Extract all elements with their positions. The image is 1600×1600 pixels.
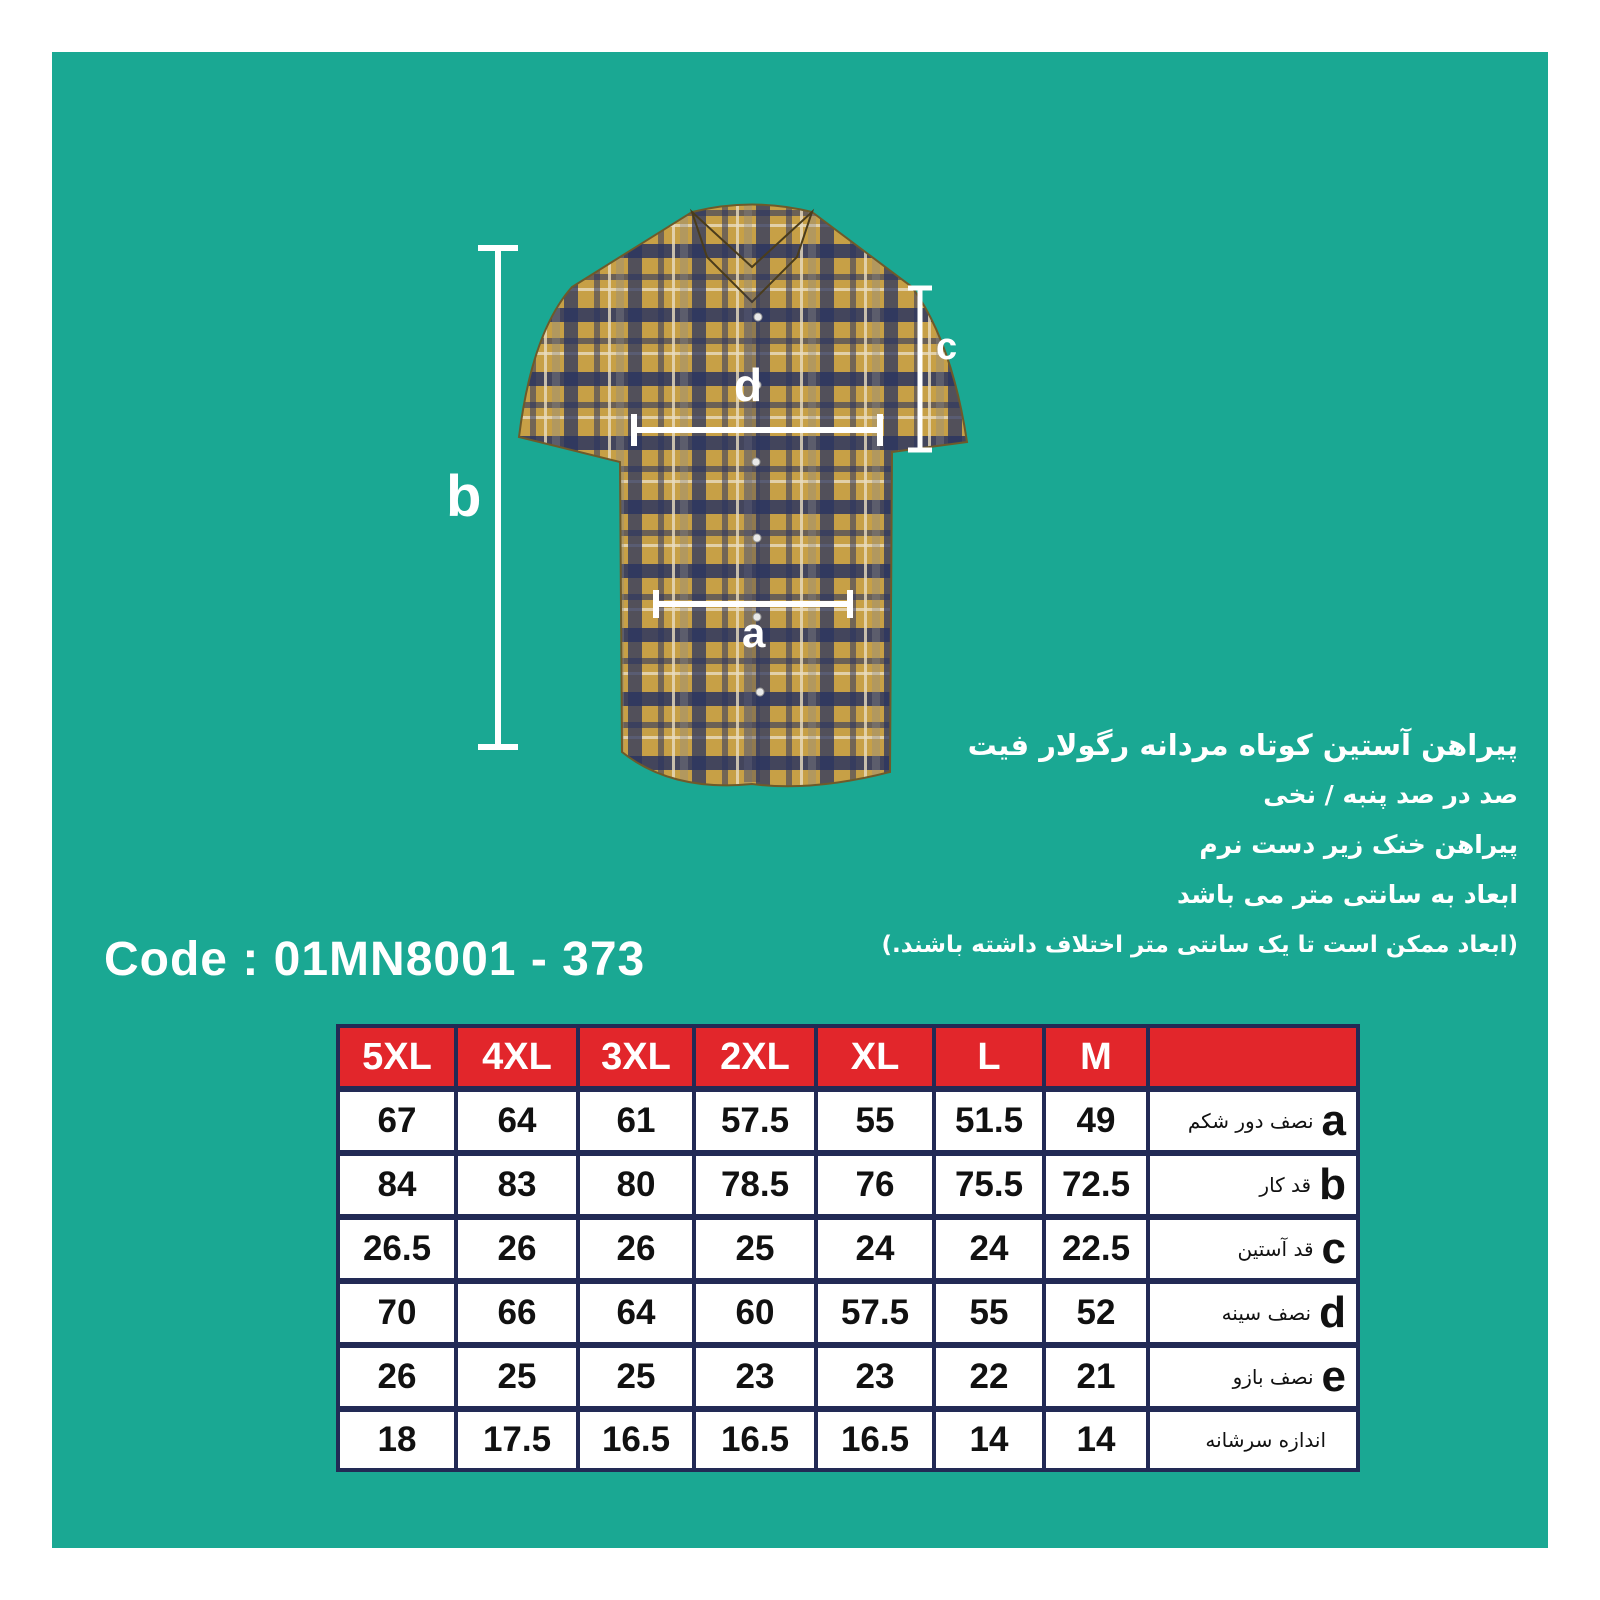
- table-cell: 26: [340, 1348, 454, 1406]
- product-units-note: ابعاد به سانتی متر می باشد: [1176, 880, 1518, 909]
- table-cell: 64: [580, 1284, 692, 1342]
- table-cell: 57.5: [818, 1284, 932, 1342]
- table-cell: 17.5: [458, 1412, 576, 1468]
- measurement-name: نصف سینه: [1221, 1301, 1312, 1325]
- table-cell: 23: [696, 1348, 814, 1406]
- table-cell: 22: [936, 1348, 1042, 1406]
- table-cell: 67: [340, 1092, 454, 1150]
- table-cell: 83: [458, 1156, 576, 1214]
- table-cell: 26.5: [340, 1220, 454, 1278]
- table-cell: 26: [458, 1220, 576, 1278]
- measurement-label-cell: [1150, 1220, 1356, 1278]
- table-cell: 24: [936, 1220, 1042, 1278]
- table-cell: 25: [696, 1220, 814, 1278]
- table-cell: 78.5: [696, 1156, 814, 1214]
- measurement-label: [1150, 1348, 1356, 1406]
- table-cell: 80: [580, 1156, 692, 1214]
- table-cell: 55: [936, 1284, 1042, 1342]
- table-row: [336, 1344, 1360, 1408]
- measurement-label: [1150, 1156, 1356, 1214]
- measurement-label-cell: [1150, 1284, 1356, 1342]
- table-cell: 64: [458, 1092, 576, 1150]
- product-title: پیراهن آستین کوتاه مردانه رگولار فیت: [967, 728, 1518, 762]
- table-row: [336, 1088, 1360, 1152]
- measurement-name: قد کار: [1259, 1173, 1312, 1197]
- measurement-label: [1150, 1284, 1356, 1342]
- shirt-button: [756, 688, 764, 696]
- table-cell: 75.5: [936, 1156, 1042, 1214]
- measurement-name: قد آستین: [1237, 1237, 1314, 1261]
- size-header-l: L: [936, 1028, 1042, 1086]
- measurement-letter: d: [1319, 1288, 1346, 1337]
- table-cell: 51.5: [936, 1092, 1042, 1150]
- table-cell: 55: [818, 1092, 932, 1150]
- table-cell: 25: [458, 1348, 576, 1406]
- table-cell: 72.5: [1046, 1156, 1146, 1214]
- measurement-letter: a: [1321, 1096, 1346, 1145]
- measure-label-b: b: [446, 464, 482, 529]
- product-material: صد در صد پنبه / نخی: [1263, 780, 1518, 809]
- table-cell: 21: [1046, 1348, 1146, 1406]
- size-header-4xl: 4XL: [458, 1028, 576, 1086]
- measurement-letter: e: [1321, 1352, 1346, 1401]
- table-cell: 16.5: [580, 1412, 692, 1468]
- table-row: [336, 1408, 1360, 1472]
- table-cell: 14: [936, 1412, 1042, 1468]
- measurement-label: [1150, 1220, 1356, 1278]
- table-cell: 26: [580, 1220, 692, 1278]
- shirt-button: [754, 313, 762, 321]
- table-cell: 60: [696, 1284, 814, 1342]
- table-cell: 84: [340, 1156, 454, 1214]
- table-cell: 25: [580, 1348, 692, 1406]
- table-cell: 70: [340, 1284, 454, 1342]
- measure-label-a: a: [742, 609, 766, 656]
- table-cell: 16.5: [696, 1412, 814, 1468]
- table-row: [336, 1280, 1360, 1344]
- measurement-label: [1150, 1092, 1356, 1150]
- measurement-letter: c: [1321, 1224, 1346, 1273]
- size-header-xl: XL: [818, 1028, 932, 1086]
- table-cell: 22.5: [1046, 1220, 1146, 1278]
- measurement-name: نصف دور شکم: [1187, 1109, 1314, 1133]
- size-header-blank: [1150, 1028, 1356, 1086]
- table-row: [336, 1216, 1360, 1280]
- measurement-label-cell: [1150, 1348, 1356, 1406]
- table-cell: 61: [580, 1092, 692, 1150]
- size-chart-panel: [52, 52, 1548, 1548]
- table-cell: 66: [458, 1284, 576, 1342]
- size-header-2xl: 2XL: [696, 1028, 814, 1086]
- measurement-label-cell: [1150, 1092, 1356, 1150]
- measure-label-d: d: [734, 359, 763, 411]
- measurement-name: نصف بازو: [1232, 1365, 1314, 1389]
- size-table: [336, 1024, 1360, 1472]
- table-header-row: [336, 1024, 1360, 1088]
- table-cell: 14: [1046, 1412, 1146, 1468]
- size-header-5xl: 5XL: [340, 1028, 454, 1086]
- product-tolerance-note: (ابعاد ممکن است تا یک سانتی متر اختلاف داشته باشند.): [881, 932, 1518, 958]
- measurement-label-cell: [1150, 1156, 1356, 1214]
- table-cell: 23: [818, 1348, 932, 1406]
- table-cell: 18: [340, 1412, 454, 1468]
- table-cell: 52: [1046, 1284, 1146, 1342]
- product-description: [758, 720, 1518, 970]
- measure-line-b: [478, 248, 518, 747]
- measurement-label: [1150, 1412, 1356, 1468]
- measurement-name: اندازه سرشانه: [1205, 1428, 1326, 1452]
- product-code: Code : 01MN8001 - 373: [104, 933, 646, 986]
- product-feature: پیراهن خنک زیر دست نرم: [1199, 830, 1518, 859]
- size-header-3xl: 3XL: [580, 1028, 692, 1086]
- measurement-letter: b: [1319, 1160, 1346, 1209]
- measurement-label-cell: [1150, 1412, 1356, 1468]
- shirt-button: [752, 458, 760, 466]
- table-row: [336, 1152, 1360, 1216]
- table-cell: 76: [818, 1156, 932, 1214]
- table-cell: 24: [818, 1220, 932, 1278]
- table-cell: 49: [1046, 1092, 1146, 1150]
- table-cell: 16.5: [818, 1412, 932, 1468]
- shirt-button: [753, 534, 761, 542]
- size-header-m: M: [1046, 1028, 1146, 1086]
- table-cell: 57.5: [696, 1092, 814, 1150]
- measure-label-c: c: [936, 326, 958, 368]
